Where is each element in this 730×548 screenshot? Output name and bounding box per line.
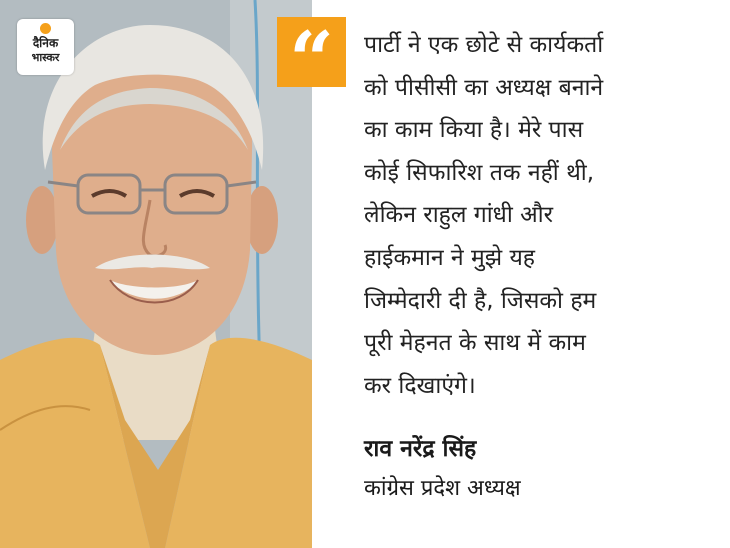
portrait-illustration <box>0 0 312 548</box>
author-title: कांग्रेस प्रदेश अध्यक्ष <box>364 476 521 501</box>
logo-line-2: भास्कर <box>31 51 60 64</box>
quote-line: कर दिखाएंगे। <box>364 372 476 399</box>
logo-sun-icon <box>40 23 51 34</box>
logo-line-1: दैनिक <box>32 36 59 50</box>
quote-line: का काम किया है। मेरे पास <box>364 117 584 144</box>
quote-line: जिम्मेदारी दी है, जिसको हम <box>364 287 597 314</box>
quote-mark-icon <box>277 15 346 106</box>
quote-line: पार्टी ने एक छोटे से कार्यकर्ता <box>364 32 604 58</box>
quote-line: को पीसीसी का अध्यक्ष बनाने <box>364 74 604 101</box>
quote-line: कोई सिफारिश तक नहीं थी, <box>364 159 595 186</box>
quote-mark-glyph: “ <box>289 15 334 106</box>
author-name: राव नरेंद्र सिंह <box>364 436 477 462</box>
portrait-photo <box>0 0 312 548</box>
dainik-bhaskar-logo <box>17 19 74 75</box>
quote-line: हाईकमान ने मुझे यह <box>364 244 535 271</box>
quote-text <box>364 24 720 407</box>
quote-line: लेकिन राहुल गांधी और <box>364 202 554 229</box>
quote-line: पूरी मेहनत के साथ में काम <box>364 330 586 357</box>
